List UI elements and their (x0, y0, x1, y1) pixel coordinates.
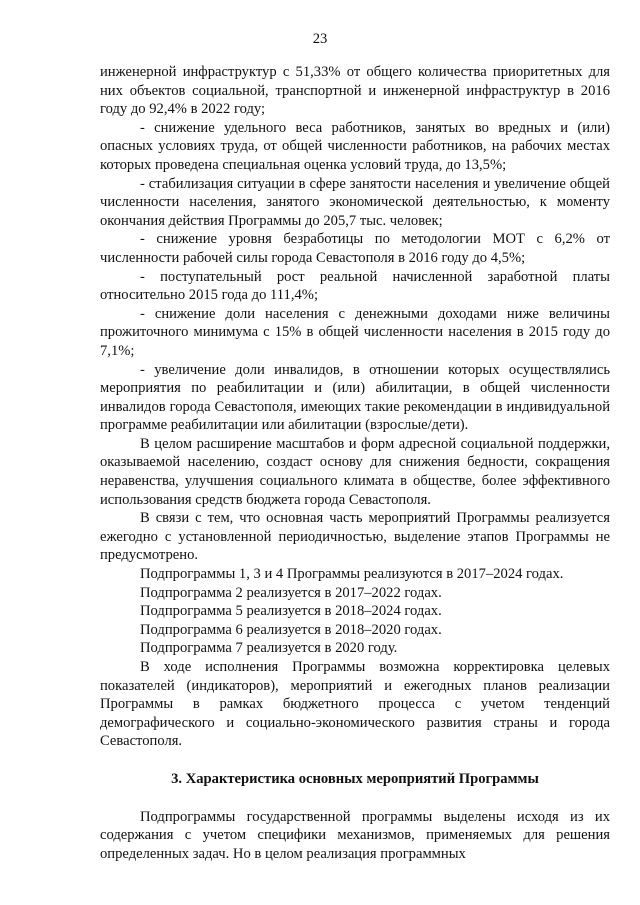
subprogram-line: Подпрограмма 6 реализуется в 2018–2020 годах. (140, 621, 442, 638)
list-item: - стабилизация ситуации в сфере занятости населения и увеличение общей численности населения, занятого экономической деятельностью, к моменту окончания действия Программы до 205,7 тыс. человек; (100, 175, 610, 229)
paragraph: Подпрограммы государственной программы выделены исходя из их содержания с учетом специфики механизмов, применяемых для решения определенных задач. Но в целом реализация программных (100, 808, 610, 862)
section-heading: 3. Характеристика основных мероприятий Программы (171, 770, 539, 787)
list-item: - снижение удельного веса работников, занятых во вредных и (или) опасных условиях труда, от общей численности работников, на рабочих местах которых проведена специальная оценка условий труда, до 13,5%; (100, 119, 610, 173)
list-item: - снижение уровня безработицы по методологии МОТ с 6,2% от численности рабочей силы города Севастополя в 2016 году до 4,5%; (100, 231, 610, 266)
list-item: - увеличение доли инвалидов, в отношении которых осуществлялись мероприятия по реабилитации и (или) абилитации, в общей численности инвалидов города Севастополя, имеющих такие рекомендации в индивидуальной программе реабилитации или абилитации (взрослые/дети). (100, 361, 610, 434)
list-item: - снижение доли населения с денежными доходами ниже величины прожиточного минимума с 15% в общей численности населения в 2015 году до 7,1%; (100, 305, 610, 359)
list-item: - поступательный рост реальной начисленной заработной платы относительно 2015 года до 111,4%; (100, 268, 610, 304)
subprogram-line: Подпрограмма 2 реализуется в 2017–2022 годах. (140, 584, 442, 601)
paragraph: инженерной инфраструктур с 51,33% от общего количества приоритетных для них объектов социальной, транспортной и инженерной инфраструктур в 2016 году до 92,4% в 2022 году; (100, 64, 610, 118)
subprogram-line: Подпрограмма 7 реализуется в 2020 году. (140, 640, 398, 657)
paragraph: В ходе исполнения Программы возможна корректировка целевых показателей (индикаторов), мероприятий и ежегодных планов реализации Программы в рамках бюджетного процесса с учетом тенденций демографического и социально-экономического развития страны и города Севастополя. (100, 659, 610, 750)
paragraph: В целом расширение масштабов и форм адресной социальной поддержки, оказываемой населению, создаст основу для снижения бедности, сокращения неравенства, улучшения социального климата в обществе, более эффективного использования средств бюджета города Севастополя. (100, 435, 610, 508)
paragraph: В связи с тем, что основная часть мероприятий Программы реализуется ежегодно с установленной периодичностью, выделение этапов Программы не предусмотрено. (100, 510, 610, 564)
subprogram-line: Подпрограммы 1, 3 и 4 Программы реализуются в 2017–2024 годах. (140, 566, 564, 583)
page-number: 23 (312, 31, 328, 47)
page-content (100, 63, 610, 863)
subprogram-line: Подпрограмма 5 реализуется в 2018–2024 годах. (140, 603, 442, 620)
